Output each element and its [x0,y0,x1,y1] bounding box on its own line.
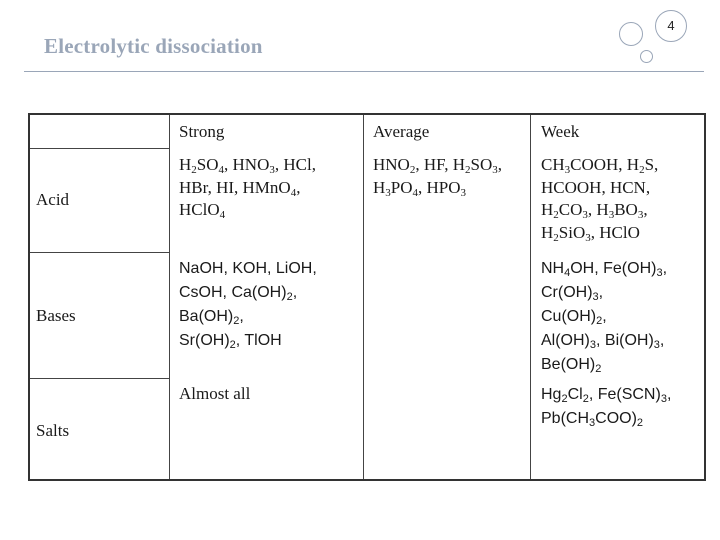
header-week: Week [541,122,580,141]
formula-line: $Al(OH)_3$, $Bi(OH)_3$, [541,332,665,351]
formula-line: $Cu(OH)_2$, [541,308,607,327]
formula-line: NaOH, KOH, LiOH, [179,260,317,277]
row-label-acid: Acid [36,190,70,209]
formula-line: CsOH, $Ca(OH)_2$, [179,284,298,303]
formula-line: HBr, HI, HMnO$_4$, [179,177,301,199]
title-divider [24,71,704,72]
formula-line: $NH_4OH$, $Fe(OH)_3$, [541,260,668,279]
dissociation-table [28,113,706,481]
formula-line: $Cr(OH)_3$, [541,284,604,303]
formula-line: $HNO_2$, HF, $H_2SO_3$, [373,155,502,176]
formula-line: $Pb(CH_3COO)_2$ [541,410,644,429]
slide-title: Electrolytic dissociation [44,34,263,58]
formula-line: HCOOH, HCN, [541,177,651,197]
acid-strong-cell [179,154,359,222]
row-label-salts: Salts [36,421,70,440]
bases-strong-cell [179,257,359,353]
formula-line: HClO$_4$ [179,200,226,221]
header-average: Average [373,122,430,141]
salts-weak-cell [541,383,696,431]
decorative-circle-small [640,50,653,63]
column-divider-2 [363,115,364,479]
formula-line: $CH_3COOH$, $H_2S$, [541,155,659,176]
formula-line: $Hg_2Cl_2$, $Fe(SCN)_3$, [541,386,672,405]
formula-line: $H_2SO_4$, $HNO_3$, HCl, [179,155,316,176]
column-divider-3 [530,115,531,479]
formula-line: $H_2CO_3$, $H_3BO_3$, [541,200,648,221]
formula-line: $H_2SiO_3$, HClO [541,222,640,244]
row-label-bases: Bases [36,306,76,325]
formula-line: Almost all [179,384,251,403]
slide-number: 4 [655,10,687,42]
header-strong: Strong [179,122,225,141]
column-divider-1 [169,115,170,479]
salts-strong-cell [179,383,359,406]
decorative-circle-large [619,22,643,46]
bases-weak-cell [541,257,696,377]
acid-weak-cell [541,154,696,244]
formula-line: $Be(OH)_2$ [541,356,602,375]
row-divider-3 [30,378,169,379]
acid-average-cell [373,154,528,199]
row-divider-1 [30,148,169,149]
formula-line: $Sr(OH)_2$, TlOH [179,332,282,351]
formula-line: $H_3PO_4$, $HPO_3$ [373,177,467,199]
formula-line: $Ba(OH)_2$, [179,308,244,327]
row-divider-2 [30,252,169,253]
